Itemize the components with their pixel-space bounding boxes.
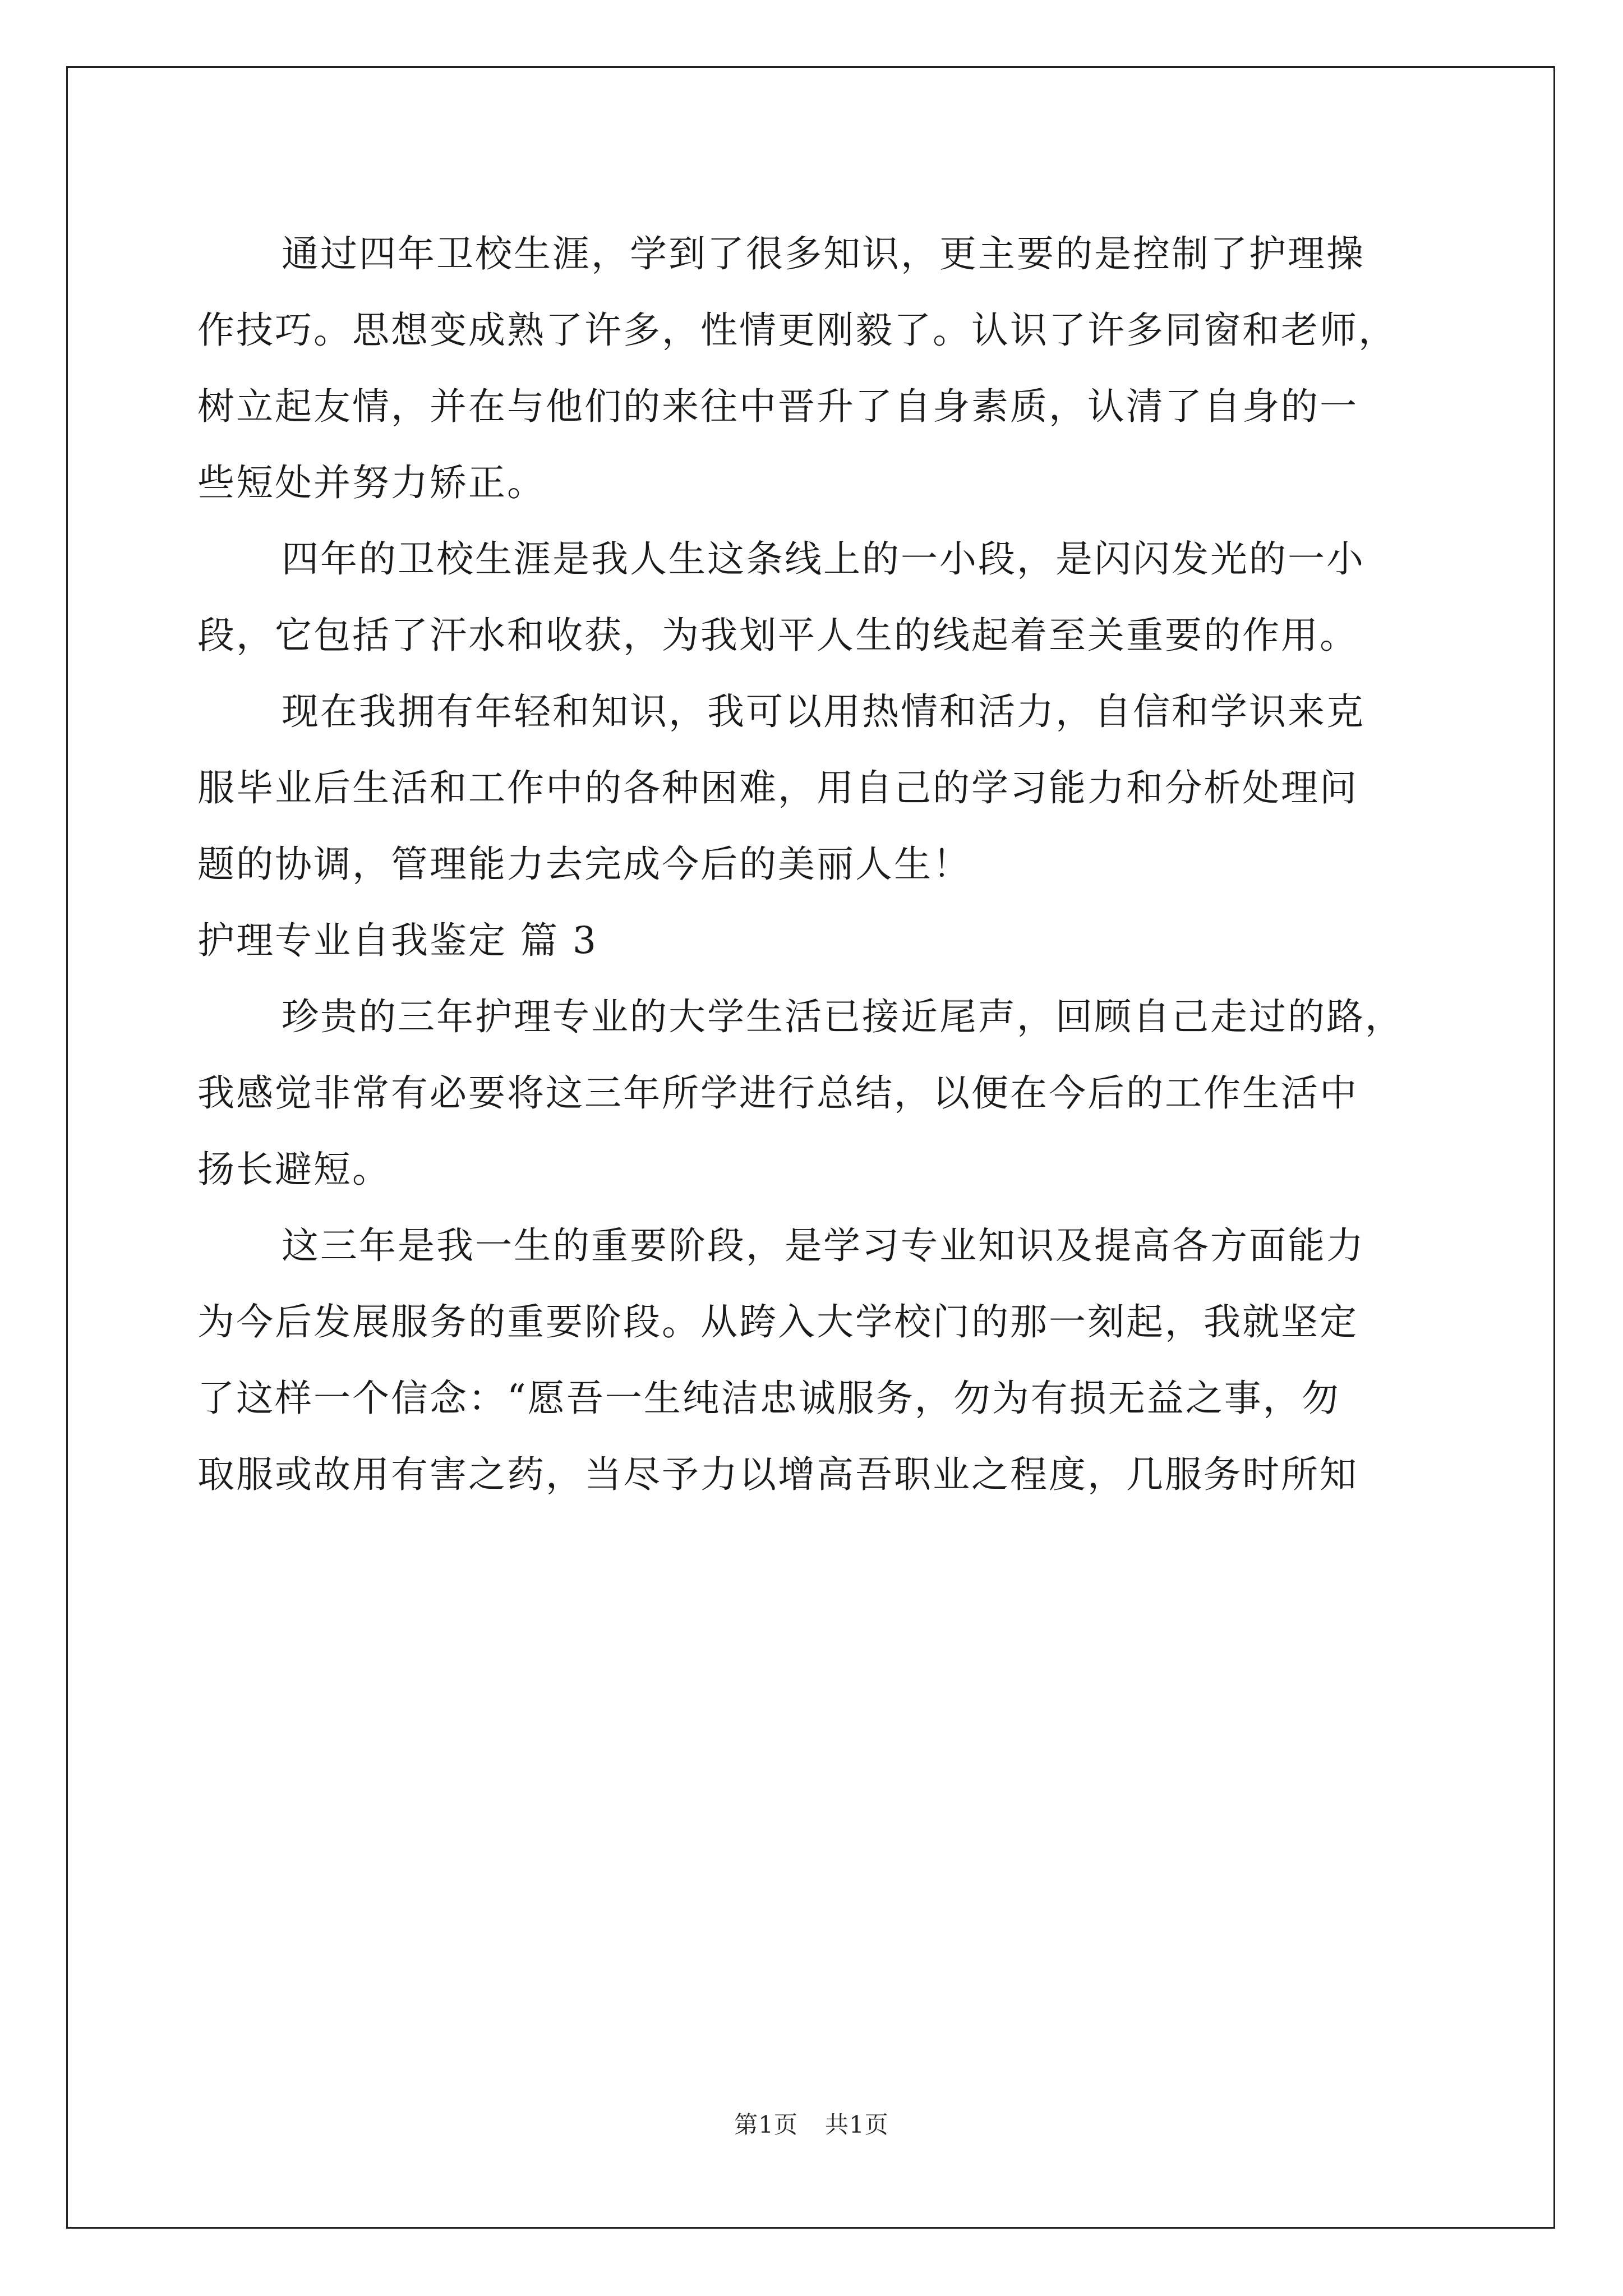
text-line: 服毕业后生活和工作中的各种困难，用自己的学习能力和分析处理问 — [197, 766, 1358, 809]
text-line: 四年的卫校生涯是我人生这条线上的一小段，是闪闪发光的一小 — [282, 537, 1365, 581]
text-line: 我感觉非常有必要将这三年所学进行总结，以便在今后的工作生活中 — [197, 1071, 1358, 1115]
page-total: 共1页 — [825, 2111, 889, 2138]
text-line: 扬长避短。 — [197, 1148, 391, 1191]
text-line: 这三年是我一生的重要阶段，是学习专业知识及提高各方面能力 — [282, 1224, 1365, 1267]
page-footer — [0, 2106, 1623, 2140]
text-line: 取服或故用有害之药，当尽予力以增高吾职业之程度，几服务时所知 — [197, 1453, 1358, 1496]
text-line: 通过四年卫校生涯，学到了很多知识，更主要的是控制了护理操 — [282, 232, 1365, 275]
text-line: 为今后发展服务的重要阶段。从跨入大学校门的那一刻起，我就坚定 — [197, 1300, 1358, 1343]
text-line: 珍贵的三年护理专业的大学生活已接近尾声，回顾自己走过的路， — [282, 995, 1404, 1038]
text-line: 些短处并努力矫正。 — [197, 461, 546, 504]
text-line: 了这样一个信念：“愿吾一生纯洁忠诚服务，勿为有损无益之事，勿 — [197, 1377, 1340, 1420]
text-line: 题的协调，管理能力去完成今后的美丽人生！ — [197, 843, 971, 886]
document-body — [197, 216, 1420, 1513]
text-line: 树立起友情，并在与他们的来往中晋升了自身素质，认清了自身的一 — [197, 385, 1358, 428]
page-number: 第1页 — [734, 2111, 798, 2138]
text-line: 现在我拥有年轻和知识，我可以用热情和活力，自信和学识来克 — [282, 690, 1365, 733]
text-line: 段，它包括了汗水和收获，为我划平人生的线起着至关重要的作用。 — [197, 614, 1358, 657]
text-line: 作技巧。思想变成熟了许多，性情更刚毅了。认识了许多同窗和老师， — [197, 309, 1397, 352]
section-heading: 护理专业自我鉴定 篇 3 — [197, 919, 598, 962]
